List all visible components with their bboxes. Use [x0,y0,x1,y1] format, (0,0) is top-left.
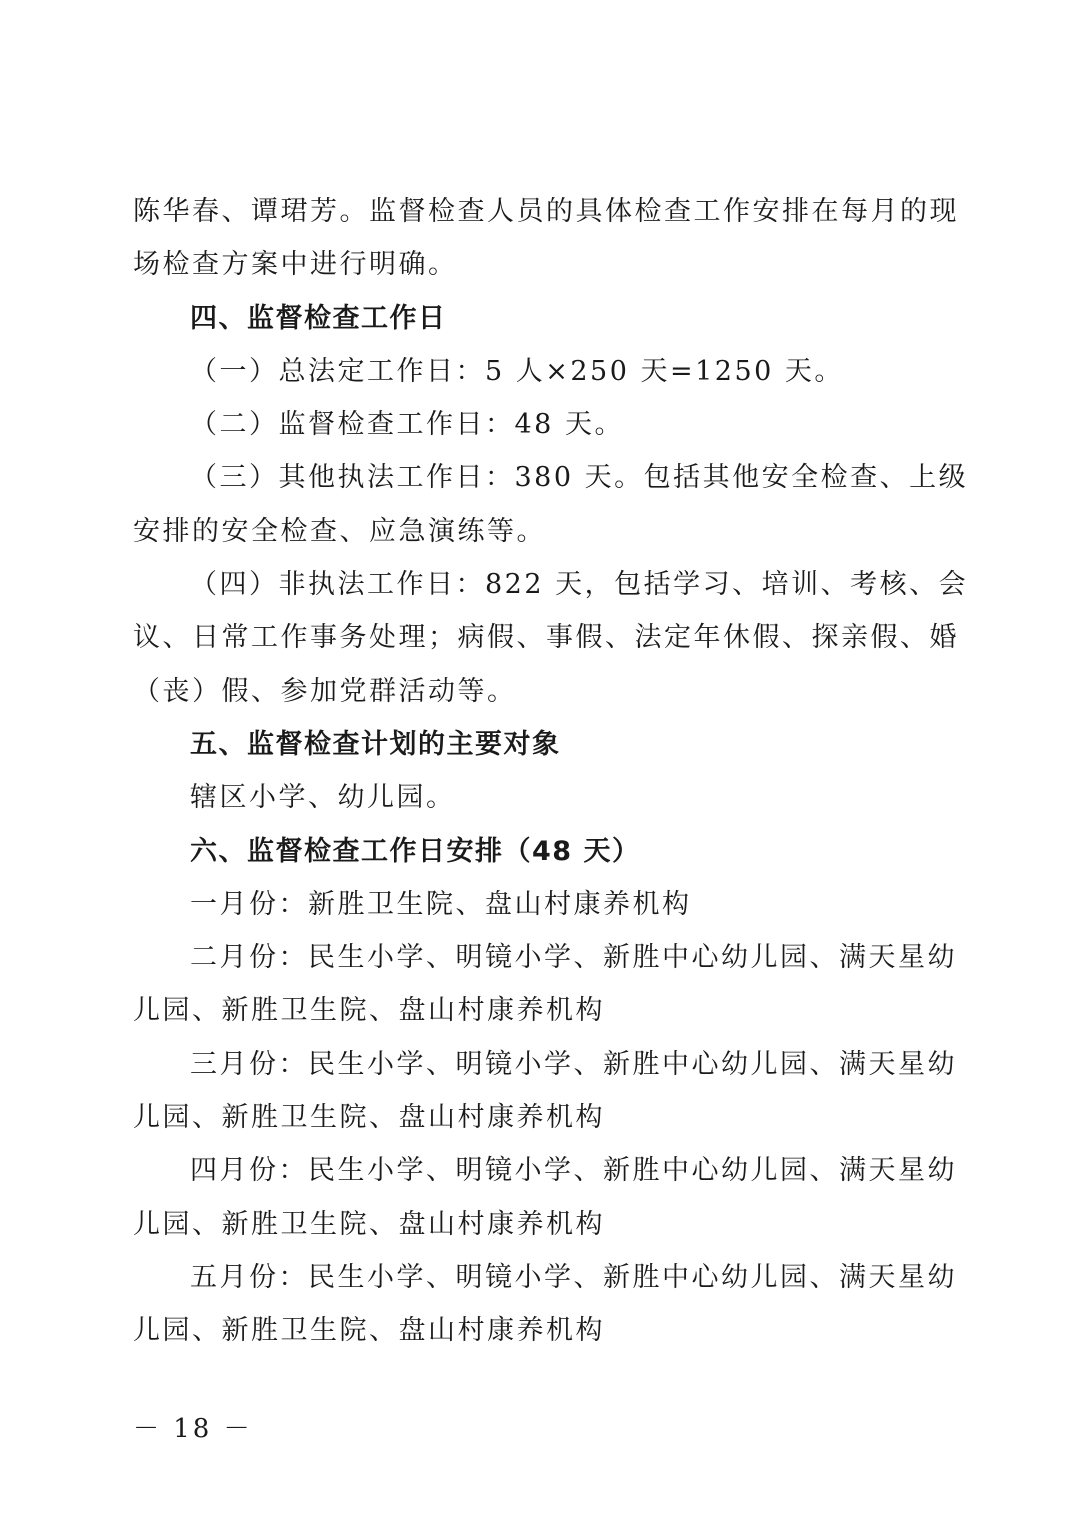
section-heading-five: 五、监督检查计划的主要对象 [190,728,561,760]
page-number: － 18 － [133,1414,253,1444]
schedule-line: 儿园、新胜卫生院、盘山村康养机构 [133,995,605,1027]
schedule-line: 三月份：民生小学、明镜小学、新胜中心幼儿园、满天星幼 [190,1048,957,1080]
schedule-line: 儿园、新胜卫生院、盘山村康养机构 [133,1208,605,1240]
body-line: 议、日常工作事务处理；病假、事假、法定年休假、探亲假、婚 [133,622,959,654]
schedule-line: 五月份：民生小学、明镜小学、新胜中心幼儿园、满天星幼 [190,1261,957,1293]
document-body [133,185,969,1358]
body-line: （二）监督检查工作日：48 天。 [190,409,624,441]
body-line: 安排的安全检查、应急演练等。 [133,515,546,547]
body-line: 陈华春、谭珺芳。监督检查人员的具体检查工作安排在每月的现 [133,196,959,227]
body-line: 场检查方案中进行明确。 [133,249,458,281]
section-heading-four: 四、监督检查工作日 [190,302,447,334]
section-heading-six: 六、监督检查工作日安排（48 天） [190,835,641,867]
schedule-line: 一月份：新胜卫生院、盘山村康养机构 [190,888,692,920]
schedule-line: 儿园、新胜卫生院、盘山村康养机构 [133,1315,605,1347]
schedule-line: 儿园、新胜卫生院、盘山村康养机构 [133,1102,605,1134]
body-line: （三）其他执法工作日：380 天。包括其他安全检查、上级 [190,462,969,494]
body-line: （四）非执法工作日：822 天，包括学习、培训、考核、会 [190,569,969,601]
schedule-line: 四月份：民生小学、明镜小学、新胜中心幼儿园、满天星幼 [190,1155,957,1187]
schedule-line: 二月份：民生小学、明镜小学、新胜中心幼儿园、满天星幼 [190,942,957,974]
body-line: （一）总法定工作日：5 人×250 天=1250 天。 [190,355,844,387]
body-line: 辖区小学、幼儿园。 [190,782,456,814]
body-line: （丧）假、参加党群活动等。 [133,675,517,707]
